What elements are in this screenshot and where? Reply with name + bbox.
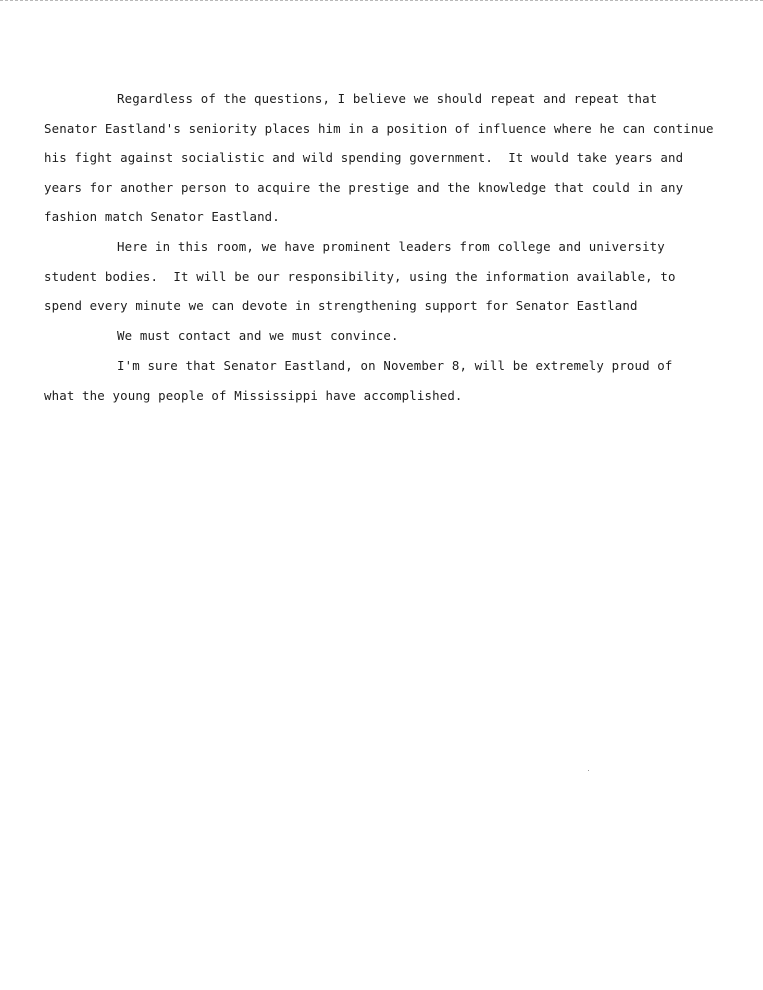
page-top-border [0,0,763,1]
paragraph-1-line-3: his fight against socialistic and wild spending government. It would take years and [44,150,684,165]
scan-speck [588,770,589,771]
paragraph-1-line-2: Senator Eastland's seniority places him in a position of influence where he can continue [44,121,714,136]
paragraph-4-line-2: what the young people of Mississippi have accomplished. [44,388,463,403]
paragraph-2-line-2: student bodies. It will be our responsibility, using the information available, to [44,269,676,284]
paragraph-2-line-3: spend every minute we can devote in strengthening support for Senator Eastland [44,298,638,313]
paragraph-4-line-1: I'm sure that Senator Eastland, on November 8, will be extremely proud of [117,358,673,373]
paragraph-1-line-1: Regardless of the questions, I believe we should repeat and repeat that [117,91,658,106]
paragraph-1-line-4: years for another person to acquire the prestige and the knowledge that could in any [44,180,684,195]
paragraph-3-line-1: We must contact and we must convince. [117,328,399,343]
paragraph-2-line-1: Here in this room, we have prominent leaders from college and university [117,239,665,254]
paragraph-1-line-5: fashion match Senator Eastland. [44,209,280,224]
